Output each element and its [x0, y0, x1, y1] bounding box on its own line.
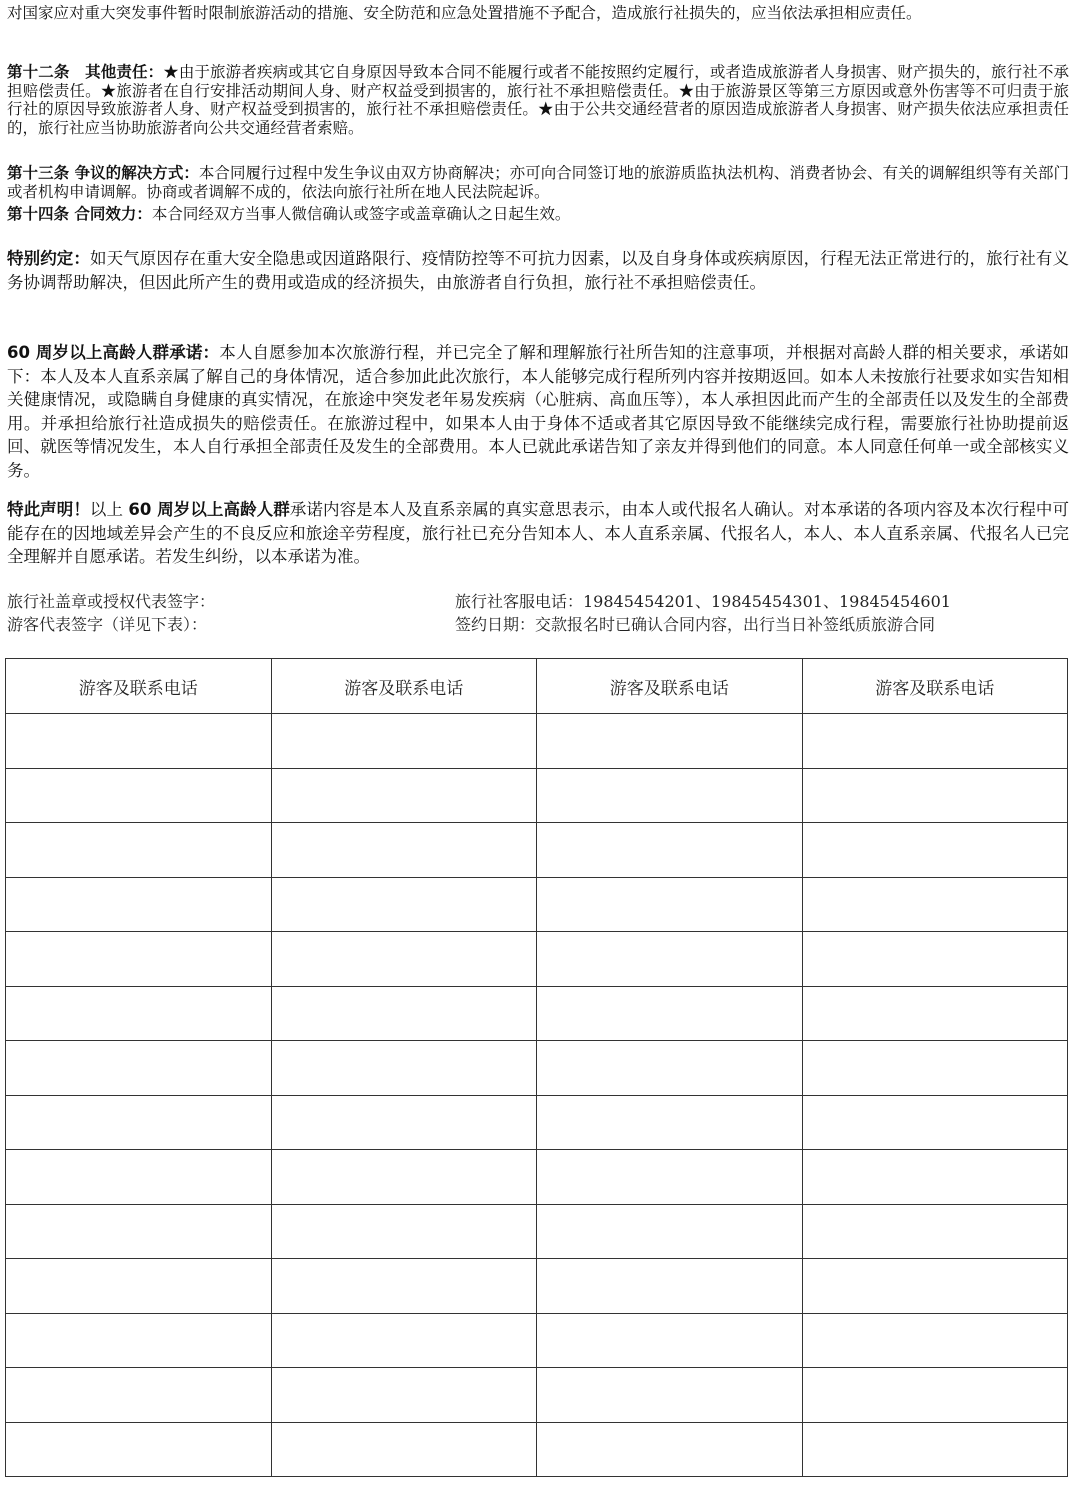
table-row [6, 823, 1068, 878]
visitor-cell[interactable] [271, 1259, 537, 1314]
visitor-cell[interactable] [537, 1095, 803, 1150]
visitor-table-header [6, 659, 1068, 714]
visitor-cell[interactable] [537, 1422, 803, 1477]
visitor-cell[interactable] [802, 1368, 1068, 1423]
table-row [6, 1150, 1068, 1205]
article-14-body: 本合同经双方当事人微信确认或签字或盖章确认之日起生效。 [151, 205, 571, 223]
visitor-cell[interactable] [802, 823, 1068, 878]
visitor-cell[interactable] [6, 1150, 272, 1205]
elderly-commitment-body: 本人自愿参加本次旅游行程，并已完全了解和理解旅行社所告知的注意事项，并根据对高龄人群的相关要求，承诺如下：本人及本人直系亲属了解自己的身体情况，适合参加此此次旅行，本人能够完成行程所列内容并按期返回。如本人未按旅行社要求如实告知相关健康情况，或隐瞒自身健康的真实情况，在旅途中突发老年易发疾病（心脏病、高血压等），本人承担因此而产生的全部责任以及发生的全部费用。并承担给旅行社造成损失的赔偿责任。在旅游过程中，如果本人由于身体不适或者其它原因导致不能继续完成行程，需要旅行社协助提前返回、就医等情况发生，本人自行承担全部责任及发生的全部费用。本人已就此承诺告知了亲友并得到他们的同意。本人同意任何单一或全部核实义务。 [7, 343, 1069, 480]
visitor-cell[interactable] [271, 1368, 537, 1423]
visitor-cell[interactable] [537, 1150, 803, 1205]
visitor-cell[interactable] [6, 1204, 272, 1259]
visitor-header-cell: 游客及联系电话 [802, 659, 1068, 714]
service-phone-label: 旅行社客服电话：19845454201、19845454301、19845454601 [455, 592, 951, 611]
elderly-commitment [7, 341, 1069, 482]
visitor-cell[interactable] [6, 1368, 272, 1423]
visitor-cell[interactable] [271, 1095, 537, 1150]
visitor-cell[interactable] [6, 823, 272, 878]
visitor-cell[interactable] [802, 1150, 1068, 1205]
visitor-cell[interactable] [271, 1204, 537, 1259]
special-agreement-body: 如天气原因存在重大安全隐患或因道路限行、疫情防控等不可抗力因素，以及自身身体或疾病原因，行程无法正常进行的，旅行社有义务协调帮助解决，但因此所产生的费用或造成的经济损失，由旅游者自行负担，旅行社不承担赔偿责任。 [7, 249, 1070, 292]
article-12-body: ★由于旅游者疾病或其它自身原因导致本合同不能履行或者不能按照约定履行，或者造成旅游者人身损害、财产损失的，旅行社不承担赔偿责任。★旅游者在自行安排活动期间人身、财产权益受到损害的，旅行社不承担赔偿责任。★由于旅游景区等第三方原因或意外伤害等不可归责于旅行社的原因导致旅游者人身、财产权益受到损害的，旅行社不承担赔偿责任。★由于公共交通经营者的原因造成旅游者人身损害、财产损失依法应承担责任的，旅行社应当协助旅游者向公共交通经营者索赔。 [7, 63, 1069, 137]
table-row [6, 1422, 1068, 1477]
visitor-cell[interactable] [6, 768, 272, 823]
visitor-cell[interactable] [537, 932, 803, 987]
article-14 [7, 205, 1069, 224]
article-13 [7, 164, 1069, 201]
visitor-header-cell: 游客及联系电话 [6, 659, 272, 714]
visitor-table [5, 658, 1068, 1477]
visitor-cell[interactable] [6, 1041, 272, 1096]
visitor-cell[interactable] [537, 1368, 803, 1423]
declaration-title: 特此声明！ [7, 500, 90, 519]
visitor-cell[interactable] [6, 1422, 272, 1477]
intro-paragraph [7, 4, 1069, 23]
visitor-cell[interactable] [271, 1150, 537, 1205]
declaration-bold: 60 周岁以上高龄人群 [128, 500, 290, 519]
table-row [6, 1095, 1068, 1150]
visitor-cell[interactable] [6, 986, 272, 1041]
visitor-cell[interactable] [537, 823, 803, 878]
visitor-cell[interactable] [802, 1259, 1068, 1314]
visitor-cell[interactable] [537, 1259, 803, 1314]
visitor-cell[interactable] [6, 1095, 272, 1150]
article-12-title: 第十二条 其他责任： [7, 63, 164, 81]
table-row [6, 1041, 1068, 1096]
visitor-table-body [6, 714, 1068, 1477]
visitor-cell[interactable] [802, 714, 1068, 769]
visitor-cell[interactable] [537, 714, 803, 769]
table-row [6, 877, 1068, 932]
declaration [7, 498, 1069, 569]
visitor-cell[interactable] [6, 877, 272, 932]
article-13-title: 第十三条 争议的解决方式： [7, 164, 199, 182]
visitor-cell[interactable] [802, 1041, 1068, 1096]
intro-text: 对国家应对重大突发事件暂时限制旅游活动的措施、安全防范和应急处置措施不予配合，造成旅行社损失的，应当依法承担相应责任。 [7, 4, 922, 22]
article-13-body: 本合同履行过程中发生争议由双方协商解决；亦可向合同签订地的旅游质监执法机构、消费者协会、有关的调解组织等有关部门或者机构申请调解。协商或者调解不成的，依法向旅行社所在地人民法院起诉。 [7, 164, 1069, 201]
visitor-cell[interactable] [271, 768, 537, 823]
special-agreement-title: 特别约定： [7, 249, 90, 268]
visitor-cell[interactable] [802, 1204, 1068, 1259]
table-row [6, 768, 1068, 823]
visitor-cell[interactable] [6, 1259, 272, 1314]
visitor-cell[interactable] [802, 986, 1068, 1041]
visitor-cell[interactable] [271, 1422, 537, 1477]
visitor-cell[interactable] [271, 714, 537, 769]
article-14-title: 第十四条 合同效力： [7, 205, 152, 223]
visitor-header-cell: 游客及联系电话 [271, 659, 537, 714]
visitor-cell[interactable] [537, 986, 803, 1041]
table-row [6, 714, 1068, 769]
visitor-cell[interactable] [271, 823, 537, 878]
visitor-cell[interactable] [802, 1095, 1068, 1150]
visitor-cell[interactable] [537, 1204, 803, 1259]
special-agreement [7, 247, 1069, 294]
visitor-cell[interactable] [802, 1313, 1068, 1368]
visitor-cell[interactable] [802, 877, 1068, 932]
table-row [6, 1259, 1068, 1314]
table-row [6, 1368, 1068, 1423]
visitor-cell[interactable] [271, 1041, 537, 1096]
table-row [6, 986, 1068, 1041]
table-row [6, 932, 1068, 987]
visitor-cell[interactable] [6, 932, 272, 987]
visitor-cell[interactable] [537, 1041, 803, 1096]
visitor-cell[interactable] [6, 1313, 272, 1368]
visitor-cell[interactable] [802, 1422, 1068, 1477]
visitor-cell[interactable] [802, 768, 1068, 823]
declaration-body: 承诺内容是本人及直系亲属的真实意思表示，由本人或代报名人确认。对本承诺的各项内容及本次行程中可能存在的因地域差异会产生的不良反应和旅途辛劳程度，旅行社已充分告知本人、本人直系亲属、代报名人，本人、本人直系亲属、代报名人已完全理解并自愿承诺。若发生纠纷，以本承诺为准。 [7, 500, 1070, 566]
article-12 [7, 63, 1069, 137]
visitor-sign-label: 游客代表签字（详见下表）： [7, 615, 208, 634]
visitor-cell[interactable] [802, 932, 1068, 987]
visitor-cell[interactable] [271, 877, 537, 932]
visitor-cell[interactable] [537, 877, 803, 932]
table-row [6, 1313, 1068, 1368]
table-row [6, 1204, 1068, 1259]
agency-seal-label: 旅行社盖章或授权代表签字： [7, 592, 216, 611]
visitor-cell[interactable] [271, 932, 537, 987]
visitor-header-cell: 游客及联系电话 [537, 659, 803, 714]
elderly-commitment-title: 60 周岁以上高龄人群承诺： [7, 343, 220, 362]
visitor-cell[interactable] [537, 1313, 803, 1368]
sign-date-label: 签约日期：交款报名时已确认合同内容，出行当日补签纸质旅游合同 [455, 615, 936, 634]
visitor-cell[interactable] [6, 714, 272, 769]
visitor-cell[interactable] [537, 768, 803, 823]
visitor-cell[interactable] [271, 986, 537, 1041]
visitor-cell[interactable] [271, 1313, 537, 1368]
declaration-mid: 以上 [89, 500, 129, 519]
